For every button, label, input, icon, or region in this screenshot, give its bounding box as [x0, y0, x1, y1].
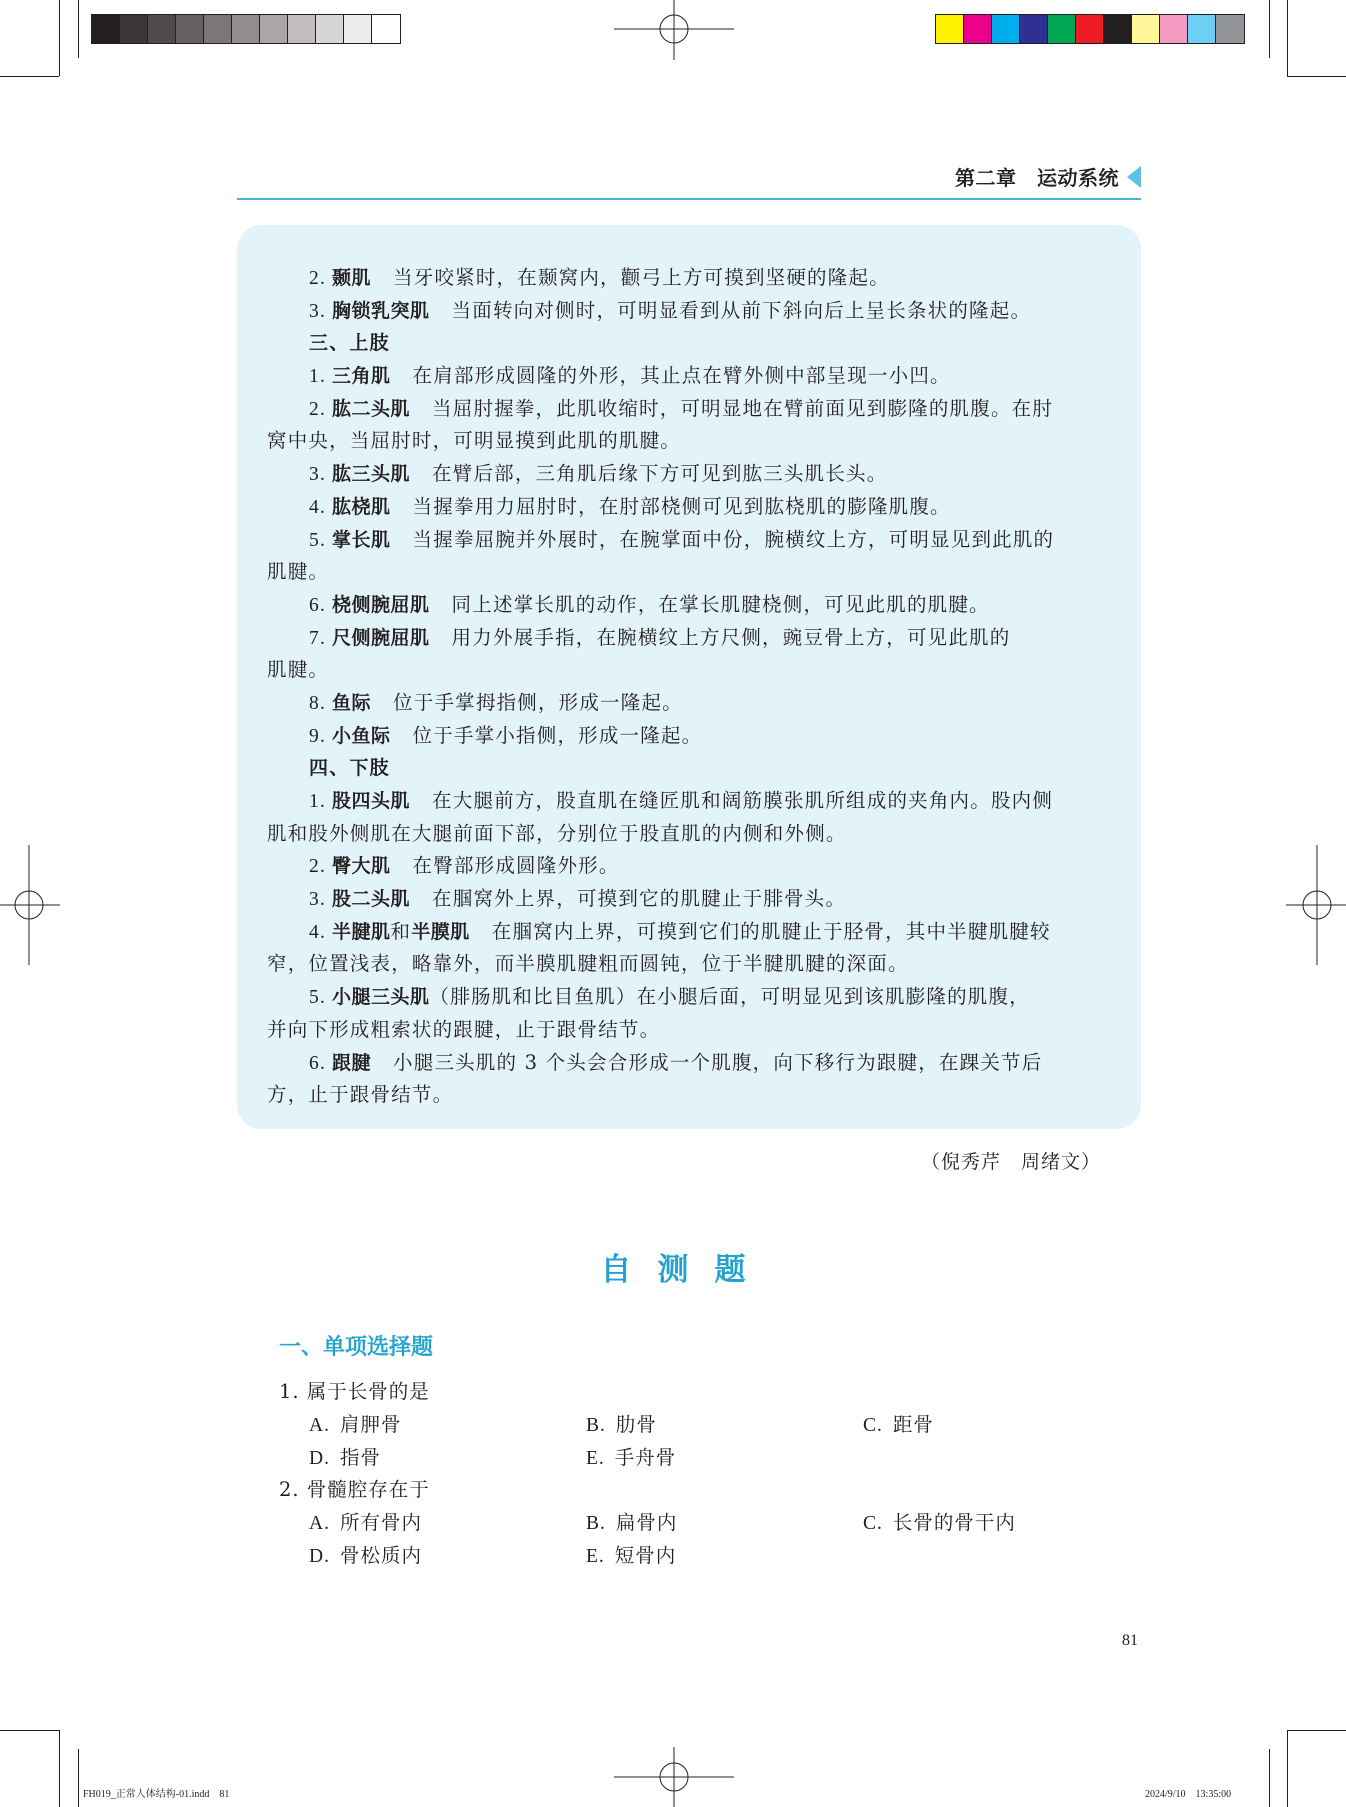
surface-anatomy-text	[267, 262, 1111, 1112]
color-swatch	[1048, 15, 1076, 43]
list-item-continued: 方，止于跟骨结节。	[267, 1083, 454, 1107]
list-item: 3. 胸锁乳突肌 当面转向对侧时，可明显看到从前下斜向后上呈长条状的隆起。	[309, 298, 1032, 322]
color-swatch	[344, 15, 372, 43]
list-item: 3. 肱三头肌 在臂后部，三角肌后缘下方可见到肱三头肌长头。	[309, 462, 888, 486]
list-item-continued: 肌和股外侧肌在大腿前面下部，分别位于股直肌的内侧和外侧。	[267, 821, 847, 845]
option-d: D. 骨松质内	[309, 1544, 422, 1567]
list-item: 8. 鱼际 位于手掌拇指侧，形成一隆起。	[309, 690, 683, 714]
color-swatch	[148, 15, 176, 43]
running-header	[237, 162, 1141, 200]
color-swatch	[372, 15, 400, 43]
color-swatch	[92, 15, 120, 43]
option-e: E. 手舟骨	[586, 1446, 677, 1469]
crop-mark	[1269, 1749, 1270, 1807]
list-item: 4. 半腱肌和半膜肌 在腘窝内上界，可摸到它们的肌腱止于胫骨，其中半腱肌腱较	[309, 919, 1051, 943]
crop-mark	[1287, 1730, 1288, 1807]
list-item: 1. 三角肌 在肩部形成圆隆的外形，其止点在臂外侧中部呈现一小凹。	[309, 364, 951, 388]
list-item: 6. 桡侧腕屈肌 同上述掌长肌的动作，在掌长肌腱桡侧，可见此肌的肌腱。	[309, 592, 990, 616]
registration-mark-icon	[614, 1747, 734, 1807]
list-item-continued: 肌腱。	[267, 560, 330, 584]
option-a: A. 肩胛骨	[309, 1413, 402, 1436]
list-item-continued: 肌腱。	[267, 658, 330, 682]
list-item: 2. 颞肌 当牙咬紧时，在颞窝内，颧弓上方可摸到坚硬的隆起。	[309, 266, 890, 289]
color-swatch	[120, 15, 148, 43]
self-test-title: 自测题	[600, 1252, 772, 1288]
crop-mark	[78, 1749, 79, 1807]
option-d: D. 指骨	[309, 1446, 381, 1469]
color-swatch	[232, 15, 260, 43]
option-e: E. 短骨内	[586, 1544, 677, 1567]
list-item: 9. 小鱼际 位于手掌小指侧，形成一隆起。	[309, 723, 703, 747]
color-swatch	[260, 15, 288, 43]
crop-mark	[1269, 0, 1270, 58]
crop-mark	[1287, 1730, 1346, 1731]
color-swatch	[204, 15, 232, 43]
option-b: B. 扁骨内	[586, 1511, 678, 1534]
list-item-continued: 窄，位置浅表，略靠外，而半膜肌腱粗而圆钝，位于半腱肌腱的深面。	[267, 952, 909, 976]
section-heading: 三、上肢	[309, 332, 390, 355]
color-swatch	[992, 15, 1020, 43]
file-slug: FH019_正常人体结构-01.indd 81	[83, 1789, 230, 1800]
page-number: 81	[1122, 1632, 1138, 1649]
section-heading: 四、下肢	[309, 757, 390, 780]
list-item: 6. 跟腱 小腿三头肌的 3 个头会合形成一个肌腹，向下移行为跟腱，在踝关节后	[309, 1050, 1043, 1074]
option-c: C. 长骨的骨干内	[863, 1511, 1016, 1534]
list-item: 4. 肱桡肌 当握拳用力屈肘时，在肘部桡侧可见到肱桡肌的膨隆肌腹。	[309, 494, 951, 518]
list-item: 2. 臀大肌 在臀部形成圆隆外形。	[309, 854, 620, 878]
triangle-marker-icon	[1127, 166, 1141, 188]
list-item: 3. 股二头肌 在腘窝外上界，可摸到它的肌腱止于腓骨头。	[309, 887, 847, 911]
grayscale-color-bar	[91, 14, 401, 44]
crop-mark	[59, 1730, 60, 1807]
crop-mark	[1287, 76, 1346, 77]
color-swatch	[1216, 15, 1244, 43]
list-item: 5. 小腿三头肌（腓肠肌和比目鱼肌）在小腿后面，可明显见到该肌膨隆的肌腹，	[309, 985, 1030, 1009]
crop-mark	[0, 1730, 59, 1731]
date-slug: 2024/9/10 13:35:00	[1145, 1789, 1232, 1800]
section-title: 一、单项选择题	[279, 1335, 434, 1360]
list-item-continued: 窝中央，当屈肘时，可明显摸到此肌的肌腱。	[267, 429, 682, 453]
registration-mark-icon	[614, 0, 734, 60]
color-swatch	[1020, 15, 1048, 43]
crop-mark	[0, 76, 59, 77]
option-c: C. 距骨	[863, 1413, 934, 1436]
crop-mark	[59, 0, 60, 76]
authors: （倪秀芹 周绪文）	[920, 1151, 1101, 1173]
crop-mark	[78, 0, 79, 58]
list-item: 2. 肱二头肌 当屈肘握拳，此肌收缩时，可明显地在臂前面见到膨隆的肌腹。在肘	[309, 396, 1054, 420]
color-swatch	[1132, 15, 1160, 43]
process-color-bar	[935, 14, 1245, 44]
question-stem: 2. 骨髓腔存在于	[279, 1478, 430, 1501]
option-b: B. 肋骨	[586, 1413, 657, 1436]
list-item: 5. 掌长肌 当握拳屈腕并外展时，在腕掌面中份，腕横纹上方，可明显见到此肌的	[309, 527, 1055, 551]
list-item: 1. 股四头肌 在大腿前方，股直肌在缝匠肌和阔筋膜张肌所组成的夹角内。股内侧	[309, 789, 1054, 812]
color-swatch	[1160, 15, 1188, 43]
registration-mark-icon	[1286, 845, 1346, 965]
list-item-continued: 并向下形成粗索状的跟腱，止于跟骨结节。	[267, 1017, 661, 1041]
color-swatch	[964, 15, 992, 43]
list-item: 7. 尺侧腕屈肌 用力外展手指，在腕横纹上方尺侧，豌豆骨上方，可见此肌的	[309, 625, 1011, 649]
color-swatch	[1104, 15, 1132, 43]
registration-mark-icon	[0, 845, 60, 965]
question-stem: 1. 属于长骨的是	[279, 1380, 430, 1403]
color-swatch	[316, 15, 344, 43]
crop-mark	[1287, 0, 1288, 76]
option-a: A. 所有骨内	[309, 1511, 422, 1534]
color-swatch	[288, 15, 316, 43]
color-swatch	[936, 15, 964, 43]
color-swatch	[1076, 15, 1104, 43]
color-swatch	[176, 15, 204, 43]
chapter-title: 第二章 运动系统	[955, 166, 1119, 190]
color-swatch	[1188, 15, 1216, 43]
